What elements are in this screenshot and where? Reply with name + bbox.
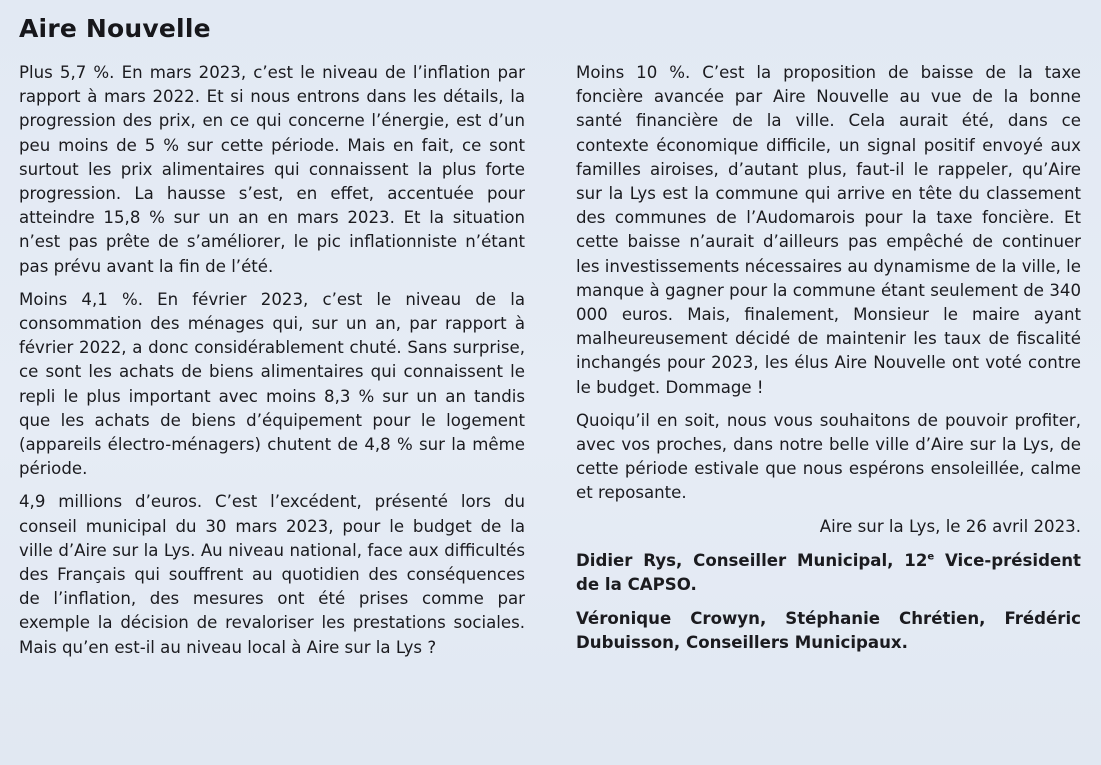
left-column [19, 61, 525, 669]
article-title: Aire Nouvelle [19, 14, 211, 43]
paragraph-surplus: 4,9 millions d’euros. C’est l’excédent, présenté lors du conseil municipal du 30 mars 2023, pour le budget de la ville d’Aire sur la Lys. Au niveau national, face aux difficultés des Français qui souffrent au quotidien des conséquences de l’inflation, des mesures ont été prises comme par exemple la décision de revaloriser les prestations sociales. Mais qu’en est-il au niveau local à Aire sur la Lys ? [19, 492, 525, 657]
paragraph-property-tax: Moins 10 %. C’est la proposition de baisse de la taxe foncière avancée par Aire Nouvelle au vue de la bonne santé financière de la ville. Cela aurait été, dans ce contexte économique difficile, un signal positif envoyé aux familles airoises, d’autant plus, faut-il le rappeler, qu’Aire sur la Lys est la commune qui arrive en tête du classement des communes de l’Audomarois pour la taxe foncière. Et cette baisse n’aurait d’ailleurs pas empêché de continuer les investissements nécessaires au dynamisme de la ville, le manque à gagner pour la commune étant seulement de 340 000 euros. Mais, finalement, Monsieur le maire ayant malheureusement décidé de maintenir les taux de fiscalité inchangés pour 2023, les élus Aire Nouvelle ont voté contre le budget. Dommage ! [576, 63, 1081, 397]
signature-1-superscript: e [927, 551, 935, 563]
paragraph-inflation: Plus 5,7 %. En mars 2023, c’est le niveau de l’inflation par rapport à mars 2022. Et si nous entrons dans les détails, la progression des prix, en ce qui concerne l’énergie, est d’un peu moins de 5 % sur cette période. Mais en fait, ce sont surtout les prix alimentaires qui connaissent la plus forte progression. La hausse s’est, en effet, accentuée pour atteindre 15,8 % sur un an en mars 2023. Et la situation n’est pas prête de s’améliorer, le pic inflationniste n’étant pas prévu avant la fin de l’été. [19, 63, 525, 276]
signature-councillors: Véronique Crowyn, Stéphanie Chrétien, Frédéric Dubuisson, Conseillers Municipaux. [576, 609, 1081, 653]
paragraph-consumption: Moins 4,1 %. En février 2023, c’est le niveau de la consommation des ménages qui, sur un an, par rapport à février 2022, a donc considérablement chuté. Sans surprise, ce sont les achats de biens alimentaires qui connaissent le repli le plus important avec moins 8,3 % sur un an tandis que les achats de biens d’équipement pour le logement (appareils électro-ménagers) chutent de 4,8 % sur la même période. [19, 289, 525, 479]
signature-1-text-a: Didier Rys, Conseiller Municipal, 12 [576, 550, 928, 570]
right-column [576, 61, 1081, 666]
signature-didier-rys [576, 549, 1081, 597]
signoff-place-date: Aire sur la Lys, le 26 avril 2023. [819, 516, 1081, 536]
signature-1-text-b: Vice-président de la CAPSO. [576, 550, 1081, 595]
paragraph-wishes: Quoiqu’il en soit, nous vous souhaitons de pouvoir profiter, avec vos proches, dans notre belle ville d’Aire sur la Lys, de cette période estivale que nous espérons ensoleillée, calme et reposante. [576, 410, 1081, 503]
